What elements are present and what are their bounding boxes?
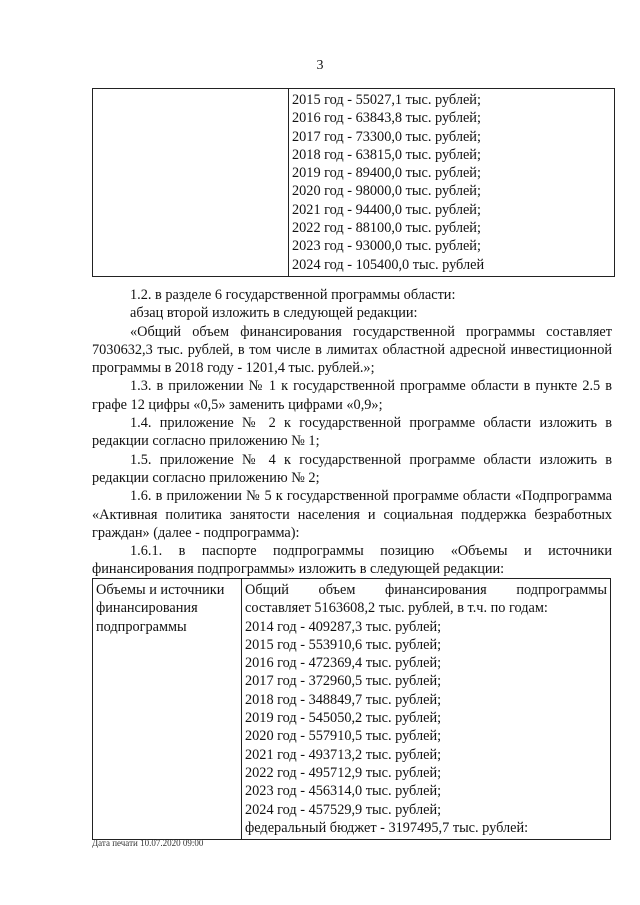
year-line: 2015 год - 55027,1 тыс. рублей;	[292, 92, 481, 108]
year-line: 2022 год - 495712,9 тыс. рублей;	[245, 764, 442, 781]
table-cell-empty	[93, 89, 289, 277]
paragraph: 1.5. приложение № 4 к государственной программе области изложить в редакции согласно приложению № 2;	[92, 451, 612, 486]
page-number: 3	[316, 58, 324, 73]
year-line: 2024 год - 457529,9 тыс. рублей;	[245, 801, 442, 818]
year-line: 2022 год - 88100,0 тыс. рублей;	[292, 220, 481, 237]
table-cell-years	[289, 89, 615, 277]
year-line: 2017 год - 73300,0 тыс. рублей;	[292, 128, 481, 145]
year-line: 2023 год - 456314,0 тыс. рублей;	[245, 783, 442, 800]
year-line: 2024 год - 105400,0 тыс. рублей	[292, 256, 485, 273]
subprogram-funding-table	[92, 578, 611, 840]
paragraph: 1.6.1. в паспорте подпрограммы позицию «Объемы и источники финансирования подпрограммы» изложить в следующей редакции:	[92, 543, 612, 578]
paragraph: 1.3. в приложении № 1 к государственной программе области в пункте 2.5 в графе 12 цифры «0,5» заменить цифрами «0,9»;	[92, 378, 612, 413]
year-line: 2020 год - 98000,0 тыс. рублей;	[292, 183, 481, 200]
table-value-cell	[242, 579, 611, 840]
total-line: Общий объем финансирования подпрограммы	[245, 582, 607, 598]
table-row	[93, 579, 611, 840]
document-body	[92, 286, 612, 579]
year-line: 2016 год - 63843,8 тыс. рублей;	[292, 110, 481, 127]
paragraph: 1.6. в приложении № 5 к государственной программе области «Подпрограмма «Активная политика занятости населения и социальная поддержка безработных граждан» (далее - подпрограмма):	[92, 488, 612, 541]
table-label-cell: Объемы и источники финансирования подпрограммы	[93, 579, 242, 840]
year-line: 2021 год - 493713,2 тыс. рублей;	[245, 746, 442, 763]
year-line: 2023 год - 93000,0 тыс. рублей;	[292, 238, 481, 255]
year-line: 2018 год - 348849,7 тыс. рублей;	[245, 691, 442, 708]
paragraph: 1.4. приложение № 2 к государственной программе области изложить в редакции согласно приложению № 1;	[92, 415, 612, 450]
funding-table-top	[92, 88, 615, 277]
year-line: 2014 год - 409287,3 тыс. рублей;	[245, 618, 442, 635]
paragraph: 1.2. в разделе 6 государственной программы области:	[130, 287, 456, 303]
year-line: 2019 год - 545050,2 тыс. рублей;	[245, 710, 442, 727]
year-line: 2016 год - 472369,4 тыс. рублей;	[245, 655, 442, 672]
federal-budget-line: федеральный бюджет - 3197495,7 тыс. рублей:	[245, 819, 529, 836]
paragraph: «Общий объем финансирования государственной программы составляет 7030632,3 тыс. рублей, в том числе в лимитах областной адресной инвестиционной программы в 2018 году - 1201,4 тыс. рублей.»;	[92, 323, 612, 377]
print-date: Дата печати 10.07.2020 09:00	[92, 838, 204, 848]
year-line: 2021 год - 94400,0 тыс. рублей;	[292, 201, 481, 218]
table-row	[93, 89, 615, 277]
year-line: 2018 год - 63815,0 тыс. рублей;	[292, 146, 481, 163]
year-line: 2019 год - 89400,0 тыс. рублей;	[292, 165, 481, 182]
year-line: 2020 год - 557910,5 тыс. рублей;	[245, 728, 442, 745]
year-line: 2017 год - 372960,5 тыс. рублей;	[245, 673, 442, 690]
year-line: 2015 год - 553910,6 тыс. рублей;	[245, 636, 442, 653]
total-line: составляет 5163608,2 тыс. рублей, в т.ч. по годам:	[245, 600, 548, 617]
paragraph: абзац второй изложить в следующей редакции:	[130, 305, 418, 322]
